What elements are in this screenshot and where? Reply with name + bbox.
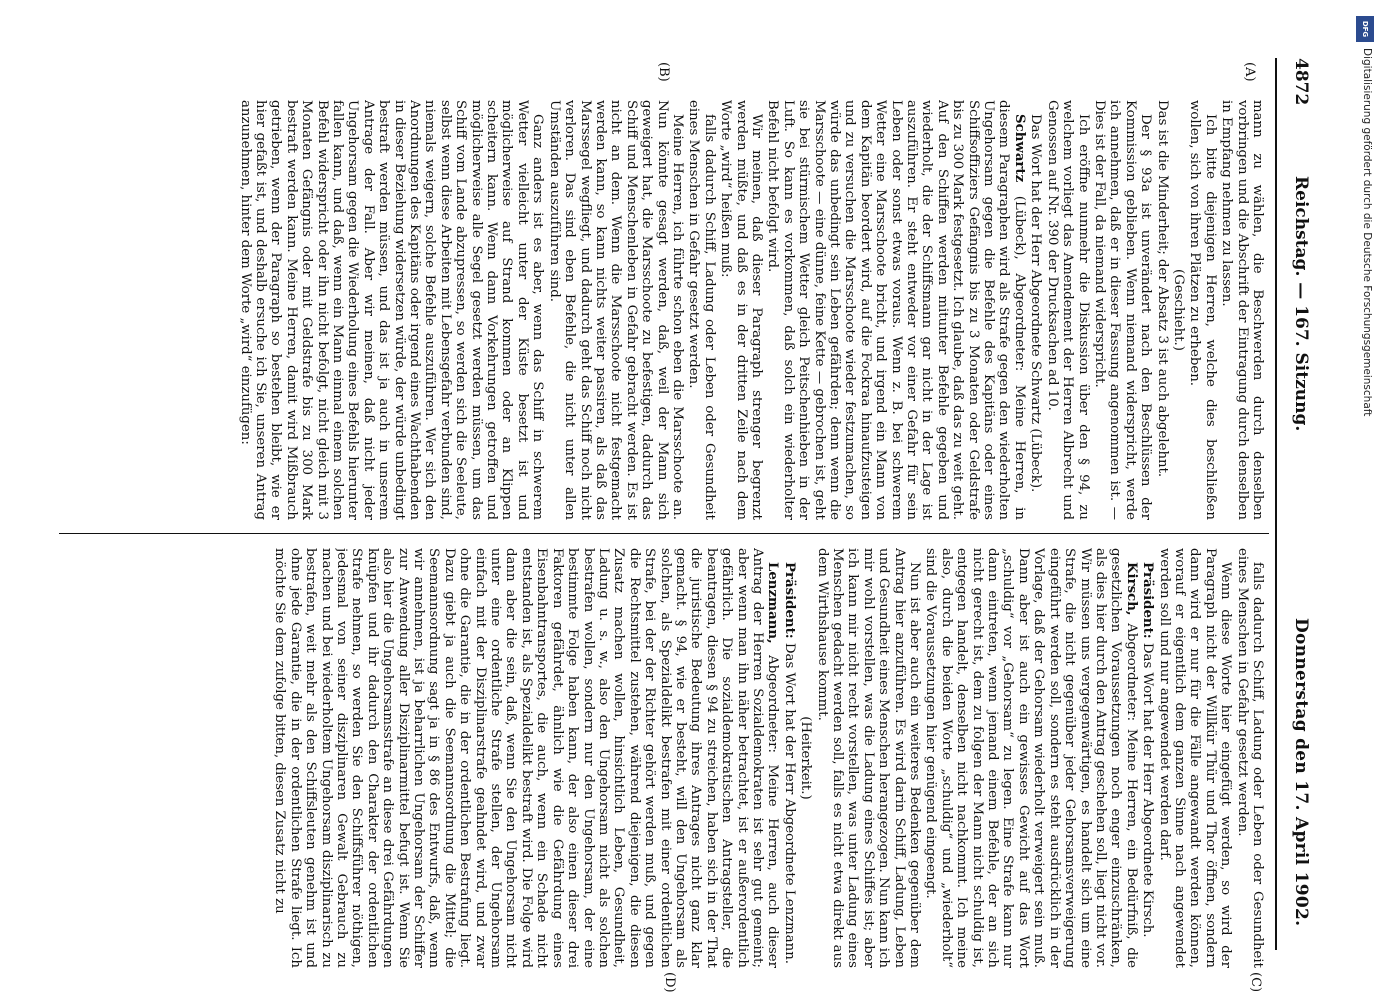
- paragraph: [272, 548, 780, 968]
- paragraph-text: Ich bitte diejenigen Herren, welche dies beschließen wollen, sich von ihren Plätzen zu erheben.: [1187, 100, 1218, 520]
- paragraph: [546, 100, 685, 520]
- right-text-column: [65, 548, 1265, 968]
- digitization-sidebar: [1354, 8, 1378, 992]
- paragraph-text: Das ist die Minderheit; der Absatz 3 ist auch abgelehnt.: [1154, 100, 1170, 478]
- paragraph: [798, 548, 813, 968]
- paragraph: [765, 100, 1027, 520]
- paragraph: [1092, 100, 1154, 520]
- paragraph: [1140, 548, 1155, 968]
- paragraph-text: Meine Herren, ich führte schon eben die Marsschoote an. Nun könnte gesagt werden, daß, weil der Mann sich geweigert hat, die Marsschoote zu befestigen, dadurch das Schiff und Menschenleben in Gefahr gebracht werden. Es ist nicht an dem. Wenn die Marsschoote nicht festgemacht werden kann, so kann nichts weiter passiren, als daß das Marssegel wegfliegt, und dadurch geht das Schiff noch nicht verloren. Das sind eben Befehle, die nicht unter allen Umständen auszuführen sind.: [546, 100, 685, 520]
- paragraph-text: Ganz anders ist es aber, wenn das Schiff in schwerem Wetter vielleicht unter der Küste besetzt ist und möglicherweise auf Strand kommen oder an Klippen scheitern kann. Wenn dann Vorkehrungen getroffen und möglicherweise alle Segel gesetzt werden müssen, um das Schiff vom Lande abzupressen, so werden sich die Seeleute, selbst wenn diese Arbeiten mit Lebensgefahr verbunden sind, niemals weigern, solche Befehle auszuführen. Wer sich den Anordnungen des Kapitäns oder irgend eines Wachthabenden in dieser Beziehung widersetzen würde, der würde unbedingt bestraft werden müssen, und das ist ja auch in unserem Antrage der Fall. Aber wir meinen, daß nicht jeder Ungehorsam gegen die Wiederholung eines Befehls hierunter fallen kann, und daß, wenn ein Mann einmal einem solchen Befehl widerspricht oder ihn nicht befolgt, nicht gleich mit 3 Monaten Gefängnis oder mit Geldstrafe bis zu 300 Mark bestraft werden kann. Meine Herren, damit wird Mißbrauch getrieben, wenn der Paragraph so bestehen bleibt, wie er hier gefaßt ist, und deshalb ersuche ich Sie, unseren Antrag anzunehmen, hinter dem Worte „wird“ einzufügen:: [237, 100, 546, 520]
- paragraph: [1044, 100, 1090, 520]
- paragraph: [1234, 548, 1265, 968]
- paragraph-text: falls dadurch Schiff, Ladung oder Leben oder Gesundheit eines Menschen in Gefahr gesetzt werden.: [686, 100, 717, 520]
- session-date: Donnerstag den 17. April 1902.: [1291, 618, 1311, 927]
- paragraph-text: Das Wort hat der Herr Abgeordnete Kirsch.: [1140, 642, 1156, 938]
- speaker-name: Schwartz: [1011, 114, 1027, 183]
- paragraph: [686, 100, 717, 520]
- margin-marker-c: (C): [1248, 972, 1263, 993]
- dfg-logo-icon: DFG: [1356, 16, 1374, 42]
- paragraph: [1154, 100, 1169, 520]
- paragraph-text: Der § 93a ist unverändert nach den Beschlüssen der Kommission geblieben. Wenn niemand widerspricht, werde ich annehmen, daß er in dieser Fassung angenommen ist. — Dies ist der Fall, da niemand widerspricht.: [1091, 100, 1154, 520]
- paragraph: [1187, 100, 1218, 520]
- paragraph-text: falls dadurch Schiff, Ladung oder Leben oder Gesundheit eines Menschen in Gefahr gesetzt werden.: [1234, 548, 1265, 968]
- paragraph-text: (Lübeck), Abgeordneter: Meine Herren, in diesem Paragraphen wird als Strafe gegen den wiederholten Ungehorsam gegen die Befehle des Kapitäns oder eines Schiffsoffiziers Gefängnis bis zu 3 Monaten oder Geldstrafe bis zu 300 Mark festgesetzt. Ich glaube, daß das zu weit geht. Auf den Schiffen werden mitunter Befehle gegeben und wiederholt, die der Schiffsmann gar nicht in der Lage ist auszuführen. Er steht entweder vor einer Gefahr für sein Leben oder sonst etwas voraus. Wenn z. B. bei schwerem Wetter eine Marsschoote bricht, und irgend ein Mann von dem Kapitän beordert wird, auf die Fockraa hinaufzusteigen und zu versuchen die Marsschoote wieder festzumachen, so würde das unbedingt sein Leben gefährden; denn wenn die Marsschoote — eine dünne, feine Kette — gebrochen ist, geht sie bei stürmischem Wetter gleich Peitschenhieben in der Luft. So kann es vorkommen, daß solch ein wiederholter Befehl nicht befolgt wird.: [765, 100, 1027, 520]
- paragraph-text: Nun ist aber auch ein weiteres Bedenken gegenüber dem Antrag hier anzuführen. Es wird darin Schiff, Ladung, Leben und Gesundheit eines Menschen herangezogen. Nun kann ich mir wohl vorstellen, was die Ladung eines Schiffes ist; aber ich kann mir nicht recht vorstellen, was unter Ladung eines Menschen gedacht werden soll, falls es nicht etwa direkt aus dem Wirthshause kommt.: [814, 548, 923, 968]
- paragraph-text: (Heiterkeit.): [798, 716, 814, 800]
- margin-marker-a: (A): [1242, 62, 1257, 82]
- margin-marker-d: (D): [662, 972, 677, 993]
- paragraph-text: mann zu wählen, die Beschwerden durch denselben vorbringen und die Abschrift der Eintragung durch denselben in Empfang nehmen zu lassen.: [1219, 100, 1265, 520]
- funding-credit: Digitalisierung gefördert durch die Deutsche Forschungsgemeinschaft: [1361, 48, 1373, 417]
- paragraph: [923, 548, 1139, 968]
- column-divider: [59, 533, 1269, 534]
- paragraph: [1028, 100, 1043, 520]
- left-text-column: [65, 100, 1265, 520]
- header-rule: [1275, 58, 1277, 950]
- paragraph: [1219, 100, 1265, 520]
- margin-marker-b: (B): [656, 62, 671, 82]
- paragraph-text: Abgeordneter: Meine Herren, auch dieser Antrag der Herren Sozialdemokraten ist sehr gut gemeint; aber wenn man ihn näher betrachtet, ist er außerordentlich gefährlich. Die sozialdemokratischen Antragsteller, die beantragen, diesen § 94 zu streichen, haben sich in der That die juristische Bedeutung ihres Antrages nicht ganz klar gemacht. § 94, wie er besteht, will den Ungehorsam als solchen, als Spezialdelikt bestrafen mit einer ordentlichen Strafe, bei der der Richter gehört werden muß, und gegen die Rechtsmittel zustehen, während diejenigen, die diesen Zusatz machen wollen, hinsichtlich Leben, Gesundheit, Ladung u. s. w., also den Ungehorsam nicht als solchen bestrafen wollen, sondern nur den Ungehorsam, der eine bestimmte Folge haben kann, der also einen dieser drei Faktoren gefährdet, ähnlich wie die Gefährdung eines Eisenbahntransportes, die auch, wenn ein Schade nicht entstanden ist, als Spezialdelikt bestraft wird. Die Folge wird dann aber die sein, daß, wenn Sie den Ungehorsam nicht unter eine ordentliche Strafe stellen, der Ungehorsam einfach mit der Disziplinarstrafe geahndet wird, und zwar ohne die Garantie, die in der ordentlichen Bestrafung liegt. Dazu giebt ja auch die Seemannsordnung die Mittel; die Seemannsordnung sagt ja in § 86 des Entwurfs, daß, wenn wir annehmen, ist ja beharrlichen Ungehorsam der Schiffer zur Anwendung aller Disziplinarmittel befugt ist. Wenn Sie also hier die Ungehorsamsstrafe an diese drei Gefährdungen knüpfen und ihr dadurch den Charakter der ordentlichen Strafe nehmen, so werden Sie den Schiffsführer nöthigen, jedesmal von seiner disziplinaren Gewalt Gebrauch zu machen und bei wiederholtem Ungehorsam disziplinarisch zu bestrafen, weit mehr als den Schiffsleuten genehm ist und ohne jede Garantie, die in der ordentlichen Strafe liegt. Ich möchte Sie dem zufolge bitten, diesen Zusatz nicht zu: [272, 548, 781, 968]
- paragraph: [814, 548, 922, 968]
- paragraph: [1171, 100, 1186, 520]
- paragraph: [718, 100, 764, 520]
- speaker-name: Lenzmann,: [765, 562, 781, 644]
- paragraph-text: (Geschieht.): [1170, 269, 1186, 351]
- paragraph-text: Das Wort hat der Herr Abgeordnete Lenzmann.: [781, 642, 797, 965]
- paragraph: [781, 548, 796, 968]
- paragraph-text: Wenn diese Worte hier eingefügt werden, so wird der Paragraph nicht der Willkür Thür und Thor öffnen, sondern dann wird er nur für die Fälle angewandt werden können, worauf er eigentlich dem ganzen Sinne nach angewendet werden soll und nur angewendet werden darf.: [1156, 548, 1234, 968]
- speaker-name: Präsident:: [781, 562, 797, 639]
- paragraph: [237, 100, 545, 520]
- speaker-name: Kirsch,: [1123, 562, 1139, 616]
- paragraph-text: Ich eröffne nunmehr die Diskussion über den § 94, zu welchem vorliegt das Amendement der Herren Albrecht und Genossen auf Nr. 390 der Drucksachen ad 10.: [1044, 100, 1091, 520]
- page-header: [1277, 58, 1311, 950]
- page-number: 4872: [1291, 58, 1311, 106]
- speaker-name: Präsident:: [1140, 562, 1156, 639]
- session-title: Reichstag. — 167. Sitzung.: [1291, 176, 1311, 432]
- paragraph: [1156, 548, 1233, 968]
- paragraph-text: Das Wort hat der Herr Abgeordnete Schwartz (Lübeck).: [1028, 114, 1044, 493]
- paragraph-text: Wir meinen, daß dieser Paragraph strenger begrenzt werden müßte, und daß es in der dritten Zeile nach dem Worte „wird“ heißen muß:: [718, 100, 764, 520]
- paragraph-text: Abgeordneter: Meine Herren, ein Bedürfniß, die gesetzlichen Voraussetzungen noch enger einzuschränken, als dies hier durch den Antrag geschehen soll, liegt nicht vor. Wir müssen uns vergegenwärtigen, es handelt sich um eine Strafe, die nicht gegenüber jeder Gehorsamsverweigerung eingeführt werden soll, sondern es steht ausdrücklich in der Vorlage, daß der Gehorsam wiederholt verweigert sein muß. Dann aber ist auch ein gewisses Gewicht auf das Wort „schuldig“ vor „Gehorsam“ zu legen. Eine Strafe kann nur dann eintreten, wenn jemand einem Befehle, der an sich nicht gerecht ist, dem zu folgen der Mann nicht schuldig ist, entgegen handelt, denselben nicht nachkommt. Ich meine also, durch die beiden Worte „schuldig“ und „wiederholt“ sind die Voraussetzungen hier genügend eingeengt.: [923, 548, 1139, 968]
